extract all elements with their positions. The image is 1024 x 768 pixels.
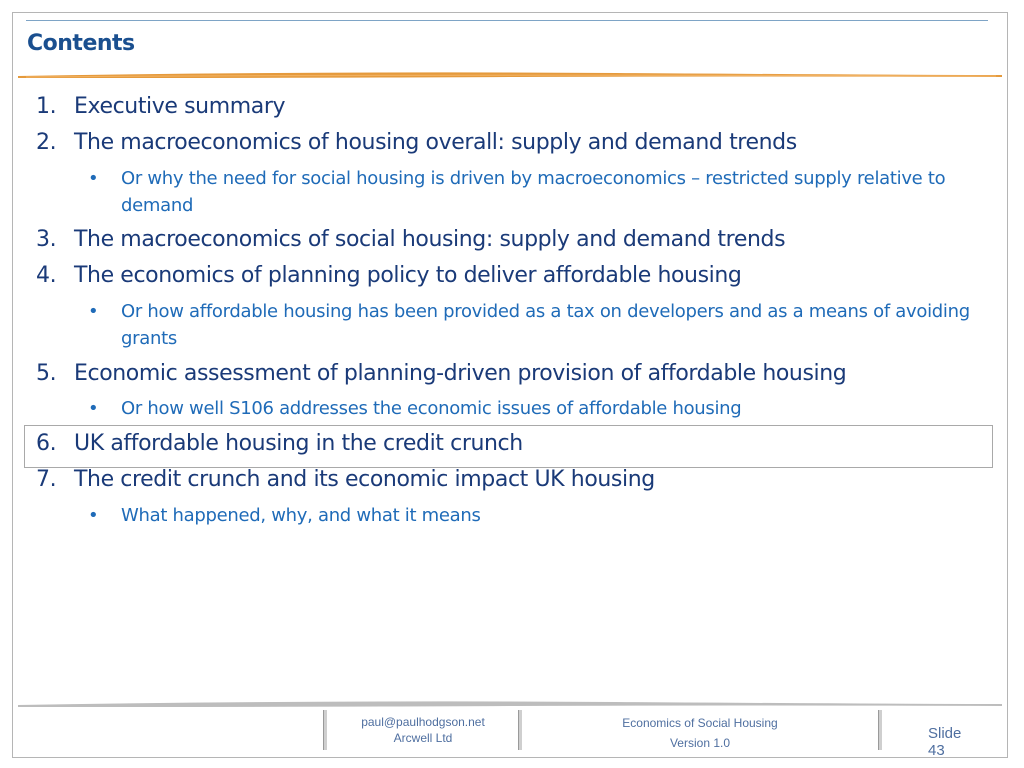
page-title: Contents: [27, 31, 135, 56]
sub-list-item: • Or how affordable housing has been provided as a tax on developers and as a means of avoiding grants: [88, 298, 991, 352]
title-underline-swoosh: [16, 68, 1006, 82]
list-item: 3. The macroeconomics of social housing: supply and demand trends: [36, 227, 786, 252]
bullet-icon: •: [88, 505, 99, 526]
footer-swoosh: [16, 698, 1006, 710]
list-item: 4. The economics of planning policy to deliver affordable housing: [36, 263, 742, 288]
footer-divider: [323, 710, 327, 750]
bullet-icon: •: [88, 168, 99, 189]
footer-contact: paul@paulhodgson.net Arcwell Ltd: [361, 715, 485, 745]
top-rule: [26, 20, 988, 21]
sub-list-item: • Or how well S106 addresses the economic issues of affordable housing: [88, 395, 991, 422]
list-item-highlighted: 6. UK affordable housing in the credit crunch: [36, 431, 523, 456]
bullet-icon: •: [88, 398, 99, 419]
sub-list-item: • Or why the need for social housing is driven by macroeconomics – restricted supply relative to demand: [88, 165, 991, 219]
bullet-icon: •: [88, 301, 99, 322]
footer-divider: [518, 710, 522, 750]
footer-document: Economics of Social Housing Version 1.0: [622, 716, 778, 750]
list-item: 2. The macroeconomics of housing overall: supply and demand trends: [36, 130, 797, 155]
sub-list-item: • What happened, why, and what it means: [88, 502, 991, 529]
list-item: 5. Economic assessment of planning-driven provision of affordable housing: [36, 361, 847, 386]
footer-divider: [878, 710, 882, 750]
slide-number: Slide 43: [928, 725, 962, 759]
list-item: 7. The credit crunch and its economic impact UK housing: [36, 467, 655, 492]
list-item: 1. Executive summary: [36, 94, 286, 119]
